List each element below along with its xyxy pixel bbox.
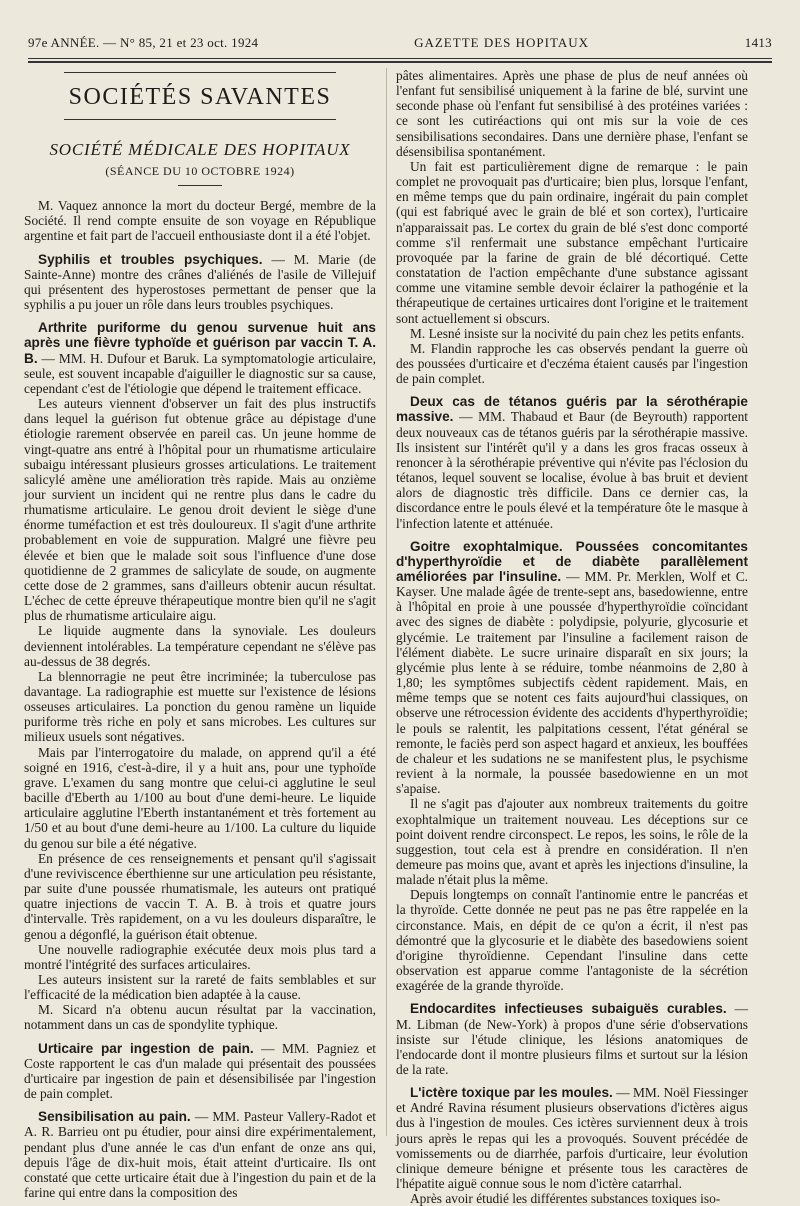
right-column [396, 68, 748, 1206]
goitre-article [396, 539, 748, 797]
ictere-article [396, 1085, 748, 1191]
arthrite-paragraph-4: La blennorragie ne peut être incriminée; la tuberculose pas davantage. La radiographie est muette sur l'existence de lésions osseuses articulaires. La ponction du genou ramène un liquide puriforme très riche en poly et sans microbes. Les cultures sur milieux usuels sont négatives. [24, 668, 376, 745]
ictere-paragraph-2: Après avoir étudié les différentes substances toxiques iso- [410, 1191, 721, 1206]
arthrite-paragraph-7: Une nouvelle radiographie exécutée deux mois plus tard a montré l'intégrité des surfaces articulaires. [24, 941, 376, 972]
endocardites-heading: Endocardites infectieuses subaiguës curables. [410, 1001, 727, 1017]
lesne-paragraph: M. Lesné insiste sur la nocivité du pain chez les petits enfants. [410, 325, 745, 341]
endocardites-text: — M. Libman (de New-York) à propos d'une série d'observations insiste sur l'étude clinique, les lésions anatomiques de l'endocarde dont il montre plusieurs films et surtout sur la lésion de la rate. [396, 1001, 748, 1077]
section-top-rule [64, 72, 336, 73]
column-divider [386, 68, 387, 1136]
header-rule [28, 58, 772, 59]
flandin-paragraph: M. Flandin rapproche les cas observés pendant la guerre où des poussées d'urticaire et d'eczéma étaient causés par l'ingestion de pain complet. [396, 340, 748, 387]
issue-info: 97e ANNÉE. — N° 85, 21 et 23 oct. 1924 [28, 35, 259, 50]
pain-complet-paragraph: Un fait est particulièrement digne de remarque : le pain complet ne provoquait pas d'urticaire; bien plus, lorsque l'enfant, en même temps que du pain ordinaire, ingérait du pain complet (qui est fabriqué avec le grain de blé et son cortex), l'urticaire n'apparaissait pas. Le cortex du grain de blé s'est donc comporté comme s'il renfermait une substance empêchant l'urticaire provoquée par la farine de grain de blé décortiqué. Cette constatation de l'action empêchante d'une substance agissant comme une vitamine semble devoir éclairer la pathogénie et la thérapeutique de certaines urticaires dont l'origine et le traitement sont actuellement si obscurs. [396, 158, 748, 326]
sensibilisation-continued: pâtes alimentaires. Après une phase de plus de neuf années où l'enfant fut sensibilisé uniquement à la farine de blé, survint une seconde phase où l'enfant fut sensibilisé à des protéines variées : ce sont les cutiréactions qui ont mis sur la voie de ces sensibilisations secondaires. Dans une dernière phase, l'enfant se désensibilisa spontanément. [396, 68, 748, 159]
sicard-paragraph: M. Sicard n'a obtenu aucun résultat par la vaccination, notamment dans un cas de spondylite typhique. [24, 1002, 376, 1033]
urticaire-heading: Urticaire par ingestion de pain. [38, 1040, 254, 1056]
syphilis-heading: Syphilis et troubles psychiques. [38, 251, 263, 267]
arthrite-text: — MM. H. Dufour et Baruk. La symptomatologie articulaire, seule, est souvent incapable d'aiguiller le diagnostic sur sa cause, cependant c'est de l'étiologie que dépend le traitement efficace. [24, 350, 376, 396]
left-column [24, 66, 377, 1200]
goitre-text: — MM. Pr. Merklen, Wolf et C. Kayser. Une malade âgée de trente-sept ans, basedowienne, entre à l'hôpital en proie à une poussée d'hyperthyroïdie coïncidant avec des signes de diabète : polydipsie, polyurie, glycosurie et glycémie. Le traitement par l'insuline a facilement raison de l'élément diabète. Le sucre urinaire disparaît en six jours; la glycémie plus lente à se réduire, tombe néanmoins de 2,80 à 1,80; les symptômes subjectifs cèdent rapidement. Mais, en même temps que se notent ces faits aujourd'hui classiques, on observe une rétrocession évidente des accidents d'hyperthyroïdie; le pouls se ralentit, les palpitations cessent, l'état général se remonte, le faciès perd son aspect hagard et anxieux, les bouffées de chaleur et les sudations ne se manifestent plus, le psychisme revient à la normale, la poussée basedowienne en un mot s'apaise. [396, 569, 748, 797]
arthrite-paragraph-2: Les auteurs viennent d'observer un fait des plus instructifs dans lequel la guérison fut obtenue grâce au dépistage d'une étiologie rarement observée en pareil cas. Un jeune homme de vingt-quatre ans entré à l'hôpital pour un rhumatisme articulaire subaigu intéressant plusieurs grosses articulations. Le traitement salicylé amène une amélioration très rapide. Mais au onzième jour survient un incident qui ne rentre plus dans le cadre du rhumatisme articulaire. Le genou droit devient le siège d'une énorme tuméfaction et est très douloureux. Il s'agit d'une arthrite probablement en voie de suppuration. Malgré une fièvre peu élevée et bien que le malade soit sous l'influence d'une dose quotidienne de 2 grammes de salicylate de soude, on augmente cette dose de 2 grammes, sans d'ailleurs obtenir aucun résultat. L'échec de cette épreuve thérapeutique montre bien qu'il ne s'agit plus de rhumatisme articulaire aigu. [24, 396, 376, 624]
ictere-text: — MM. Noël Fiessinger et André Ravina résument plusieurs observations d'ictères aigus dus à l'ingestion de moules. Ces ictères surviennent deux à trois jours après le repas qui les a provoqués. Souvent précédée de vomissements ou de diarrhée, parfois d'urticaire, leur évolution clinique demeure bénigne et présente tous les caractères de l'hépatite aiguë connue sous le nom d'ictère catarrhal. [396, 1085, 748, 1192]
arthrite-article [24, 320, 376, 396]
arthrite-paragraph-8: Les auteurs insistent sur la rareté de faits semblables et sur l'efficacité de la médication bien adaptée à la cause. [24, 971, 376, 1003]
arthrite-paragraph-3: Le liquide augmente dans la synoviale. Les douleurs deviennent intolérables. La température cependant ne s'élève pas au-dessus de 38 degrés. [24, 623, 376, 669]
urticaire-text: — MM. Pagniez et Coste rapportent le cas d'un malade qui présentait des poussées d'urticaire par ingestion de pain et désensibilisée par l'ingestion de pain complet. [24, 1040, 377, 1102]
session-date: (SÉANCE DU 10 OCTOBRE 1924) [105, 164, 295, 178]
journal-name: GAZETTE DES HOPITAUX [414, 35, 590, 50]
vaquez-paragraph: M. Vaquez annonce la mort du docteur Bergé, membre de la Société. Il rend compte ensuite de son voyage en République argentine et fait part de l'accueil enthousiaste dont il a été l'objet. [24, 198, 376, 244]
goitre-paragraph-3: Depuis longtemps on connaît l'antinomie entre le pancréas et la thyroïde. Cette donnée ne peut pas ne pas être rappelée en la circonstance. Mais, en dépit de ce qu'on a écrit, il n'est pas démontré que la glycosurie et le diabète des basedowiens soient d'origine thyroïdienne. Cependant l'insuline dans cette observation est apparue comme l'antagoniste de la sécrétion exagérée de la grande thyroïde. [396, 887, 748, 994]
goitre-paragraph-2: Il ne s'agit pas d'ajouter aux nombreux traitements du goitre exophtalmique un traitement nouveau. Les déceptions sur ce point doivent rendre circonspect. Le repos, les soins, le rôle de la suggestion, tout cela est à prendre en considération. Il n'en demeure pas moins que, avant et après les injections d'insuline, la malade n'était plus la même. [396, 796, 748, 888]
urticaire-article [24, 1041, 376, 1102]
sensibilisation-article [24, 1109, 376, 1200]
sensibilisation-heading: Sensibilisation au pain. [38, 1109, 191, 1125]
section-bottom-rule [64, 119, 336, 120]
tetanos-heading: Deux cas de tétanos guéris par la sérothérapie massive. [396, 394, 748, 425]
section-title: SOCIÉTÉS SAVANTES [68, 84, 332, 110]
page-number: 1413 [744, 35, 772, 50]
tetanos-text: — MM. Thabaud et Baur (de Beyrouth) rapportent deux nouveaux cas de tétanos guéris par la sérothérapie massive. Ils insistent sur l'intérêt qu'il y a dans les gros fracas osseux à renoncer à la sérothérapie préventive qui n'évite pas l'éclosion du tétanos, lequel souvent se localise, évolue à bas bruit et devient alors de diagnostic très difficile. Dans ce dernier cas, la discordance entre le pouls élevé et la température ôte le masque à l'infection latente et atténuée. [396, 409, 748, 531]
short-divider [178, 185, 222, 186]
syphilis-article [24, 252, 376, 313]
syphilis-text: — M. Marie (de Sainte-Anne) montre des crânes d'aliénés de l'asile de Villejuif qui présentent des hyperostoses permettant de penser que la syphilis a pu jouer un rôle dans leurs troubles psychiques. [24, 251, 376, 313]
tetanos-article [396, 394, 748, 530]
goitre-heading: Goitre exophtalmique. Poussées concomitantes d'hyperthyroïdie et de diabète parallèlement améliorées par l'insuline. [396, 538, 748, 584]
arthrite-heading: Arthrite puriforme du genou survenue huit ans après une fièvre typhoïde et guérison par vaccin T. A. B. [24, 320, 376, 366]
society-title: SOCIÉTÉ MÉDICALE DES HOPITAUX [49, 140, 351, 159]
arthrite-paragraph-6: En présence de ces renseignements et pensant qu'il s'agissait d'une reviviscence éberthienne sur une articulation peu résistante, par suite d'une poussée rhumatismale, les auteurs ont pratiqué quatre injections de vaccin T. A. B. à trois et quatre jours d'intervalle. Très rapidement, on a vu les douleurs disparaître, le genou a dégonflé, la guérison était obtenue. [24, 850, 376, 942]
running-header [28, 32, 772, 54]
arthrite-paragraph-5: Mais par l'interrogatoire du malade, on apprend qu'il a été soigné en 1916, c'est-à-dire, il y a huit ans, pour une typhoïde grave. L'examen du sang montre que celui-ci agglutine le seul bacille d'Eberth au 1/100 au bout d'une demi-heure. Le liquide articulaire agglutine l'Eberth instantanément et très fortement au 1/50 et au bout d'une demi-heure au 1/100. La culture du liquide du genou sur bile a été négative. [24, 744, 376, 851]
endocardites-article [396, 1001, 748, 1077]
header-rule-thick [28, 61, 772, 63]
ictere-heading: L'ictère toxique par les moules. [410, 1085, 613, 1101]
sensibilisation-text: — MM. Pasteur Vallery-Radot et A. R. Barrieu ont pu étudier, pour ainsi dire expérimentalement, pendant plus d'une année le cas d'un enfant de onze ans qui, depuis l'âge de dix-huit mois, était atteint d'urticaire. Ils ont constaté que cette urticaire était due à l'ingestion du pain et de la farine qui entre dans la composition des [24, 1109, 376, 1200]
